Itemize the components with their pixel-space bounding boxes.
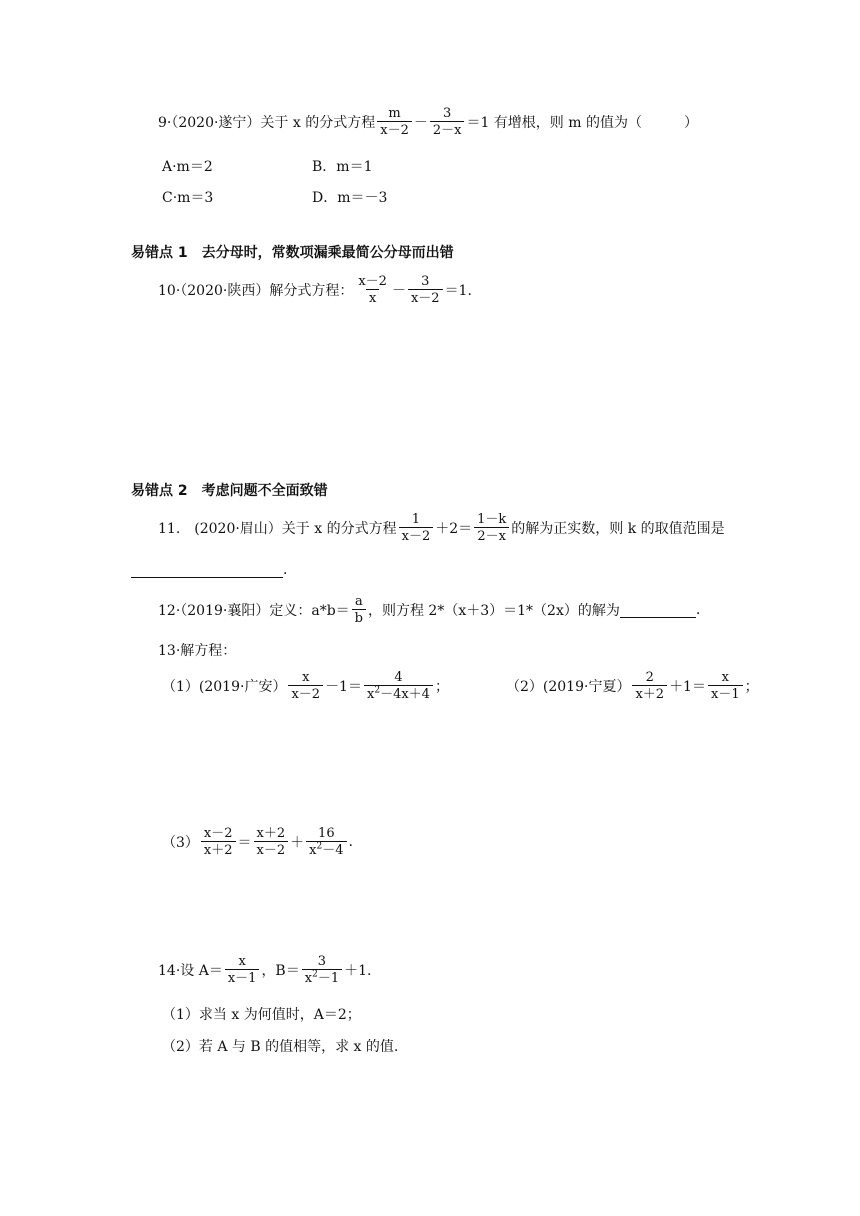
question-14: 14·设 A＝ $\frac{x}{x-1}$ ，B＝ $\frac{3}{x^2-1}$ ＋1. [158, 954, 372, 986]
q11-fraction-1: $\frac{1}{x-2}$ [399, 512, 434, 544]
question-10: 10·（2020·陕西）解分式方程： $\frac{x-2}{x}$ － $\frac{3}{x-2}$ ＝1. [158, 274, 472, 306]
q13p3-fraction-1: $\frac{x-2}{x+2}$ [201, 826, 236, 858]
q13-part-3: （3） $\frac{x-2}{x+2}$ ＝ $\frac{x+2}{x-2}$ ＋ $\frac{16}{x^2-4}$ . [162, 826, 353, 858]
q13p3-fraction-3: $\frac{16}{x^2-4}$ [306, 826, 346, 858]
question-13-title: 13·解方程： [158, 643, 237, 659]
question-11: 11. (2020·眉山）关于 x 的分式方程 $\frac{1}{x-2}$ ＋2＝ $\frac{1-k}{2-x}$ 的解为正实数，则 k 的取值范围是 [158, 512, 725, 544]
q9-fraction-2: $\frac{3}{2-x}$ [430, 106, 465, 138]
q14-fraction-b: $\frac{3}{x^2-1}$ [302, 954, 342, 986]
q13-part-2: （2）(2019·宁夏） $\frac{2}{x+2}$ ＋1＝ $\frac{x}{x-1}$ ； [506, 670, 759, 702]
question-9: 9·（2020·遂宁）关于 x 的分式方程 $\frac{m}{x-2}$ － $\frac{3}{2-x}$ ＝1 有增根，则 m 的值为（ ） [158, 106, 698, 138]
q9-suffix: ＝1 有增根，则 m 的值为（ ） [466, 115, 698, 131]
q9-prefix: 9·（2020·遂宁）关于 x 的分式方程 [158, 115, 376, 131]
q14-subquestion-1: （1）求当 x 为何值时，A＝2； [162, 1007, 361, 1023]
q13p2-fraction-2: $\frac{x}{x-1}$ [708, 670, 743, 702]
q11-answer-blank[interactable] [131, 563, 283, 578]
q14-subquestion-2: （2）若 A 与 B 的值相等，求 x 的值. [162, 1039, 399, 1055]
q12-fraction: $\frac{a}{b}$ [352, 594, 366, 626]
q9-option-b: B．m＝1 [312, 159, 373, 175]
q9-option-c: C·m＝3 [162, 190, 214, 206]
q14-fraction-a: $\frac{x}{x-1}$ [225, 954, 260, 986]
q13p3-fraction-2: $\frac{x+2}{x-2}$ [254, 826, 289, 858]
q13p1-fraction-2: $\frac{4}{x^2-4x+4}$ [364, 670, 433, 702]
q13-part-1: （1）(2019·广安） $\frac{x}{x-2}$ －1＝ $\frac{4}{x^2-4x+4}$ ； [162, 670, 449, 702]
section-heading-1: 易错点 1 去分母时，常数项漏乘最简公分母而出错 [131, 245, 454, 261]
q11-fraction-2: $\frac{1-k}{2-x}$ [474, 512, 509, 544]
q9-option-a: A·m＝2 [162, 159, 213, 175]
question-12: 12·（2019·襄阳）定义：a*b＝ $\frac{a}{b}$ ，则方程 2*（x＋3）＝1*（2x）的解为 . [158, 594, 701, 626]
q9-fraction-1: $\frac{m}{x-2}$ [377, 106, 412, 138]
q13p2-fraction-1: $\frac{2}{x+2}$ [632, 670, 667, 702]
q9-option-d: D．m＝－3 [312, 190, 388, 206]
section-heading-2: 易错点 2 考虑问题不全面致错 [131, 483, 328, 499]
q12-answer-blank[interactable] [620, 603, 696, 618]
q11-answer-line: . [131, 562, 287, 578]
q10-fraction-2: $\frac{3}{x-2}$ [408, 274, 443, 306]
q10-fraction-1: $\frac{x-2}{x}$ [358, 274, 387, 306]
q13p1-fraction-1: $\frac{x}{x-2}$ [288, 670, 323, 702]
